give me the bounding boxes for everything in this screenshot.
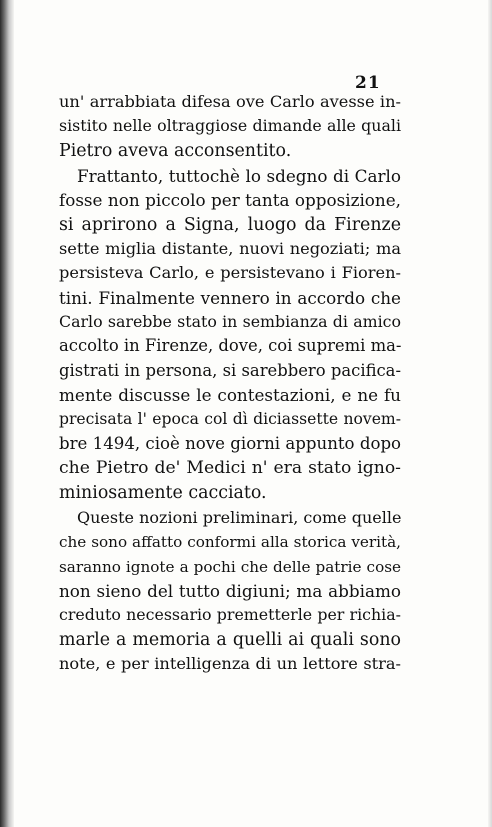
paragraph-1 xyxy=(59,90,401,163)
text-line: note, e per intelligenza di un lettore stra- xyxy=(59,653,401,673)
text-line: Carlo sarebbe stato in sembianza di amico xyxy=(59,312,401,332)
page-right-edge xyxy=(488,0,492,827)
text-line: non sieno del tutto digiuni; ma abbiamo xyxy=(59,580,401,601)
text-line: persisteva Carlo, e persistevano i Fioren- xyxy=(59,263,401,283)
page-number: 21 xyxy=(355,73,381,93)
text-line: precisata l' epoca col dì diciassette novem- xyxy=(59,410,401,429)
text-line: mente discusse le contestazioni, e ne fu xyxy=(59,385,401,406)
text-line: che Pietro de' Medici n' era stato igno- xyxy=(59,458,401,479)
text-line: marle a memoria a quelli ai quali sono xyxy=(59,629,401,650)
text-line: gistrati in persona, si sarebbero pacifica- xyxy=(59,360,401,380)
body-text xyxy=(59,90,401,676)
text-line: tini. Finalmente vennero in accordo che xyxy=(59,287,401,308)
text-line: Pietro aveva acconsentito. xyxy=(59,140,292,161)
text-line: miniosamente cacciato. xyxy=(59,482,267,503)
text-line: Frattanto, tuttochè lo sdegno di Carlo xyxy=(77,166,401,187)
paragraph-3 xyxy=(59,506,401,676)
paragraph-2 xyxy=(59,164,401,505)
text-line: un' arrabbiata difesa ove Carlo avesse in- xyxy=(59,92,401,111)
text-line: bre 1494, cioè nove giorni appunto dopo xyxy=(59,433,402,453)
text-line: che sono affatto conformi alla storica verità, xyxy=(59,533,401,552)
text-line: accolto in Firenze, dove, coi supremi ma- xyxy=(59,336,402,356)
text-line: sistito nelle oltraggiose dimande alle quali xyxy=(59,116,401,136)
text-line: si aprirono a Signa, luogo da Firenze xyxy=(59,214,401,235)
text-line: sette miglia distante, nuovi negoziati; ma xyxy=(59,239,401,259)
text-line: Queste nozioni preliminari, come quelle xyxy=(77,507,402,527)
text-line: fosse non piccolo per tanta opposizione, xyxy=(59,190,401,211)
text-line: saranno ignote a pochi che delle patrie cose xyxy=(59,557,401,576)
text-line: creduto necessario premetterle per richia- xyxy=(59,605,401,625)
book-binding-edge xyxy=(0,0,14,827)
